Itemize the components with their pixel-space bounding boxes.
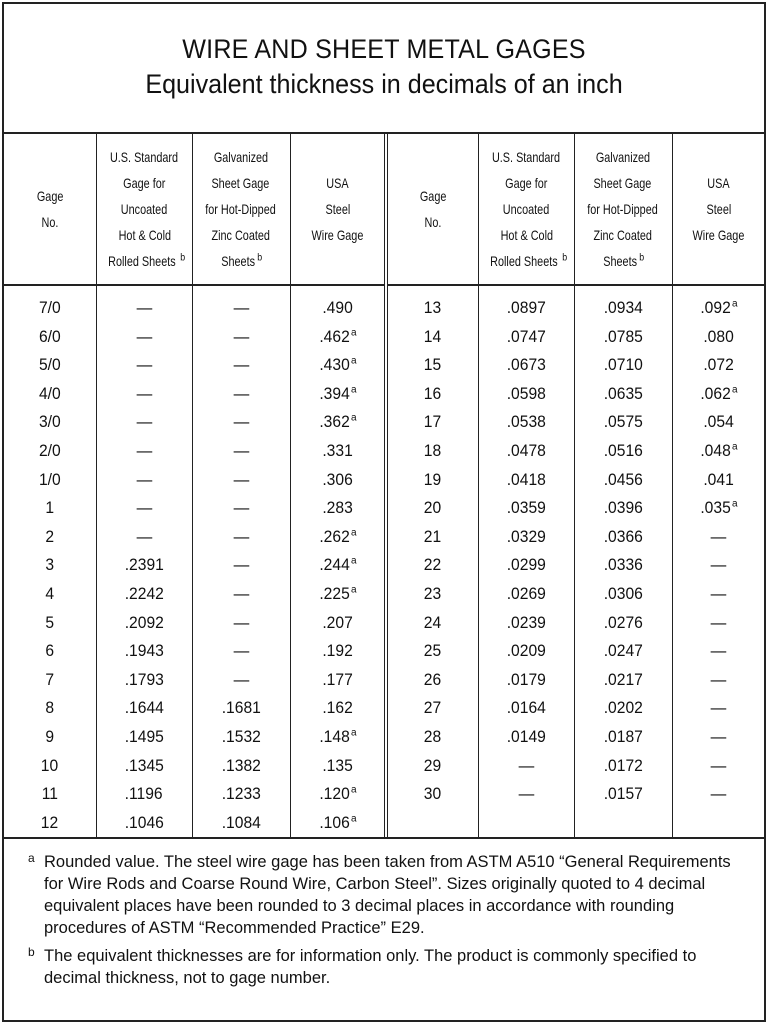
footnote-mark: a [732, 498, 738, 510]
gage-table [4, 134, 764, 837]
footnote-mark: b [257, 252, 263, 264]
steel-wire-value: .054 [672, 408, 764, 437]
galvanized-value [574, 809, 672, 838]
steel-wire-value: — [672, 551, 764, 580]
table-row [4, 351, 764, 380]
steel-wire-value [672, 809, 764, 838]
gage-number: 19 [386, 466, 478, 495]
galvanized-value: — [192, 580, 290, 609]
gage-number: 20 [386, 494, 478, 523]
galvanized-value: — [192, 437, 290, 466]
steel-wire-value: .106$^a$ [290, 809, 386, 838]
table-row [4, 580, 764, 609]
steel-wire-value: — [672, 694, 764, 723]
us-standard-value: .0239 [478, 609, 574, 638]
table-row [4, 723, 764, 752]
gage-number: 11 [41, 784, 58, 804]
us-standard-value: .0329 [478, 523, 574, 552]
footnote-mark: a [351, 384, 357, 396]
header-gage-no-line: No. [41, 214, 59, 230]
galvanized-value: .0247 [574, 637, 672, 666]
us-standard-value: .0598 [478, 380, 574, 409]
galvanized-value: .0396 [574, 494, 672, 523]
header-gage-no-line: Gage [419, 188, 447, 204]
gage-number: 27 [386, 694, 478, 723]
table-row [4, 637, 764, 666]
gage-number: 22 [386, 551, 478, 580]
footnote-mark: a [351, 784, 357, 796]
footnote-mark: b [561, 252, 567, 264]
page-subtitle: Equivalent thickness in decimals of an inch [145, 69, 623, 99]
us-standard-value: .0209 [478, 637, 574, 666]
galvanized-value: .0710 [574, 351, 672, 380]
header-us-standard-line: Hot & Cold [499, 227, 553, 243]
us-standard-value [478, 809, 574, 838]
table-row [4, 523, 764, 552]
galvanized-value: — [192, 351, 290, 380]
us-standard-value: .0538 [478, 408, 574, 437]
header-us-standard [478, 134, 574, 285]
galvanized-value: — [192, 380, 290, 409]
galvanized-value: — [192, 551, 290, 580]
us-standard-value: .1793 [96, 666, 192, 695]
steel-wire-value: .490 [290, 285, 386, 323]
header-galvanized-line: Sheets [221, 253, 256, 269]
header-galvanized-line: Zinc Coated [593, 227, 653, 243]
us-standard-value: .2242 [96, 580, 192, 609]
table-row [4, 609, 764, 638]
header-us-standard-line: U.S. Standard [491, 149, 561, 165]
gage-number: 18 [386, 437, 478, 466]
gage-number: 8 [45, 698, 55, 718]
gage-number: 23 [386, 580, 478, 609]
steel-wire-value: .135 [290, 752, 386, 781]
galvanized-value: .0336 [574, 551, 672, 580]
page-title: WIRE AND SHEET METAL GAGES [182, 34, 586, 64]
gage-number: 9 [45, 726, 55, 746]
gage-number: 1 [45, 498, 55, 518]
footnote-mark: a [351, 355, 357, 367]
galvanized-value: .0785 [574, 323, 672, 352]
steel-wire-value: .062$^a$ [672, 380, 764, 409]
galvanized-value: — [192, 609, 290, 638]
table-row [4, 380, 764, 409]
header-galvanized-line: Sheet Gage [594, 175, 652, 191]
steel-wire-value: — [672, 780, 764, 809]
gage-number: 16 [386, 380, 478, 409]
header-galvanized [192, 134, 290, 285]
us-standard-value: .1046 [96, 809, 192, 838]
galvanized-value: .0456 [574, 466, 672, 495]
steel-wire-value: .148$^a$ [290, 723, 386, 752]
table-row [4, 551, 764, 580]
us-standard-value: — [96, 323, 192, 352]
gage-number [386, 809, 478, 838]
header-usa-steel-line: USA [326, 175, 349, 191]
header-us-standard-line: U.S. Standard [109, 149, 179, 165]
footnote-mark: a [351, 813, 357, 825]
header-galvanized [574, 134, 672, 285]
gage-number: 2 [45, 526, 55, 546]
gage-number: 21 [386, 523, 478, 552]
gage-number: 14 [386, 323, 478, 352]
header-us-standard [96, 134, 192, 285]
galvanized-value: .0306 [574, 580, 672, 609]
table-row [4, 466, 764, 495]
galvanized-value: .1382 [192, 752, 290, 781]
steel-wire-value: — [672, 609, 764, 638]
us-standard-value: .0673 [478, 351, 574, 380]
footnote-mark: a [351, 727, 357, 739]
footnote-mark: b [28, 945, 35, 960]
footnote-mark: a [28, 851, 35, 866]
steel-wire-value: .048$^a$ [672, 437, 764, 466]
galvanized-value: — [192, 466, 290, 495]
galvanized-value: .0202 [574, 694, 672, 723]
steel-wire-value: .092$^a$ [672, 285, 764, 323]
header-usa-steel-line: Wire Gage [692, 227, 745, 243]
gage-number: 5/0 [38, 355, 61, 375]
footnote-mark: a [732, 384, 738, 396]
table-row [4, 666, 764, 695]
us-standard-value: — [96, 466, 192, 495]
galvanized-value: — [192, 285, 290, 323]
header-us-standard-line: Gage for [122, 175, 166, 191]
gage-number: 4 [45, 583, 55, 603]
steel-wire-value: — [672, 752, 764, 781]
header-gage-no [4, 134, 96, 285]
footnote-mark: a [351, 555, 357, 567]
steel-wire-value: .262$^a$ [290, 523, 386, 552]
steel-wire-value: .362$^a$ [290, 408, 386, 437]
galvanized-value: .1532 [192, 723, 290, 752]
footnotes [4, 837, 764, 989]
gage-number: 10 [41, 755, 59, 775]
steel-wire-value: — [672, 580, 764, 609]
header-us-standard-line: Rolled Sheets [489, 253, 558, 269]
header-usa-steel-line: Wire Gage [311, 227, 364, 243]
gage-number: 6 [45, 641, 55, 661]
header-usa-steel [672, 134, 764, 285]
header-gage-no [386, 134, 478, 285]
footnote-text: The equivalent thicknesses are for information only. The product is commonly specified to decimal thickness, not to gage number. [44, 947, 697, 988]
gage-number: 6/0 [38, 326, 61, 346]
gage-number: 1/0 [38, 469, 61, 489]
footnote-mark: b [179, 252, 185, 264]
header-galvanized-line: Galvanized [213, 149, 269, 165]
galvanized-value: .0217 [574, 666, 672, 695]
galvanized-value: — [192, 637, 290, 666]
us-standard-value: .0149 [478, 723, 574, 752]
steel-wire-value: — [672, 523, 764, 552]
us-standard-value: .0418 [478, 466, 574, 495]
gage-number: 5 [45, 612, 55, 632]
us-standard-value: .0164 [478, 694, 574, 723]
galvanized-value: .0635 [574, 380, 672, 409]
gage-number: 3 [45, 555, 55, 575]
steel-wire-value: .192 [290, 637, 386, 666]
gage-number: 7/0 [38, 298, 61, 317]
table-row [4, 780, 764, 809]
footnote-mark: b [639, 252, 645, 264]
steel-wire-value: .120$^a$ [290, 780, 386, 809]
steel-wire-value: .225$^a$ [290, 580, 386, 609]
galvanized-value: .0157 [574, 780, 672, 809]
table-row [4, 494, 764, 523]
steel-wire-value: .162 [290, 694, 386, 723]
gage-number: 15 [386, 351, 478, 380]
header-us-standard-line: Hot & Cold [117, 227, 171, 243]
header-us-standard-line: Uncoated [120, 201, 168, 217]
galvanized-value: .0366 [574, 523, 672, 552]
table-row [4, 694, 764, 723]
gage-number: 29 [386, 752, 478, 781]
header-galvanized-line: Sheets [603, 253, 638, 269]
steel-wire-value: .394$^a$ [290, 380, 386, 409]
header-galvanized-line: for Hot-Dipped [587, 201, 659, 217]
gage-number: 26 [386, 666, 478, 695]
us-standard-value: .0299 [478, 551, 574, 580]
gage-number: 30 [386, 780, 478, 809]
us-standard-value: — [478, 752, 574, 781]
galvanized-value: — [192, 323, 290, 352]
us-standard-value: — [96, 351, 192, 380]
header-gage-no-line: No. [424, 214, 442, 230]
steel-wire-value: .035$^a$ [672, 494, 764, 523]
gage-number: 4/0 [38, 383, 61, 403]
us-standard-value: .1345 [96, 752, 192, 781]
footnote-mark: a [351, 584, 357, 596]
galvanized-value: .0276 [574, 609, 672, 638]
us-standard-value: .0478 [478, 437, 574, 466]
table-body [4, 285, 764, 837]
footnote-mark: a [351, 527, 357, 539]
steel-wire-value: .331 [290, 437, 386, 466]
header-gage-no-line: Gage [36, 188, 64, 204]
header-usa-steel-line: USA [707, 175, 730, 191]
us-standard-value: .2092 [96, 609, 192, 638]
galvanized-value: .1084 [192, 809, 290, 838]
gage-number: 12 [41, 812, 59, 832]
us-standard-value: .1943 [96, 637, 192, 666]
steel-wire-value: — [672, 637, 764, 666]
gage-number: 3/0 [38, 412, 61, 432]
steel-wire-value: .207 [290, 609, 386, 638]
steel-wire-value: .041 [672, 466, 764, 495]
steel-wire-value: — [672, 666, 764, 695]
us-standard-value: .1495 [96, 723, 192, 752]
table-row [4, 437, 764, 466]
steel-wire-value: .462$^a$ [290, 323, 386, 352]
gage-number: 17 [386, 408, 478, 437]
galvanized-value: — [192, 408, 290, 437]
header-galvanized-line: Galvanized [595, 149, 651, 165]
table-header-row [4, 134, 764, 285]
steel-wire-value: .430$^a$ [290, 351, 386, 380]
us-standard-value: — [96, 285, 192, 323]
footnote [28, 945, 740, 989]
steel-wire-value: .306 [290, 466, 386, 495]
table-row [4, 809, 764, 838]
header-us-standard-line: Uncoated [502, 201, 550, 217]
footnote-mark: a [351, 326, 357, 338]
steel-wire-value: .177 [290, 666, 386, 695]
steel-wire-value: — [672, 723, 764, 752]
us-standard-value: .0359 [478, 494, 574, 523]
us-standard-value: .1644 [96, 694, 192, 723]
table-row [4, 285, 764, 323]
gage-number: 25 [386, 637, 478, 666]
header-usa-steel-line: Steel [705, 201, 731, 217]
gage-sheet [2, 2, 766, 1022]
header-usa-steel-line: Steel [324, 201, 350, 217]
footnote-mark: a [732, 441, 738, 453]
header-usa-steel [290, 134, 386, 285]
us-standard-value: — [96, 408, 192, 437]
galvanized-value: .0187 [574, 723, 672, 752]
us-standard-value: — [96, 437, 192, 466]
us-standard-value: .0747 [478, 323, 574, 352]
galvanized-value: .0516 [574, 437, 672, 466]
galvanized-value: .0575 [574, 408, 672, 437]
title-block [4, 4, 764, 134]
us-standard-value: — [96, 494, 192, 523]
table-row [4, 752, 764, 781]
us-standard-value: .1196 [96, 780, 192, 809]
table-row [4, 323, 764, 352]
header-galvanized-line: Sheet Gage [212, 175, 270, 191]
header-us-standard-line: Gage for [504, 175, 548, 191]
footnote-mark: a [732, 298, 738, 310]
gage-number: 2/0 [38, 440, 61, 460]
steel-wire-value: .072 [672, 351, 764, 380]
steel-wire-value: .244$^a$ [290, 551, 386, 580]
galvanized-value: .1681 [192, 694, 290, 723]
footnote [28, 851, 740, 939]
gage-number: 13 [386, 285, 478, 323]
us-standard-value: — [96, 523, 192, 552]
table-row [4, 408, 764, 437]
us-standard-value: — [96, 380, 192, 409]
us-standard-value: .0269 [478, 580, 574, 609]
us-standard-value: .0897 [478, 285, 574, 323]
gage-number: 7 [45, 669, 55, 689]
header-galvanized-line: for Hot-Dipped [205, 201, 277, 217]
header-galvanized-line: Zinc Coated [211, 227, 271, 243]
us-standard-value: .0179 [478, 666, 574, 695]
galvanized-value: .1233 [192, 780, 290, 809]
galvanized-value: — [192, 523, 290, 552]
gage-number: 28 [386, 723, 478, 752]
galvanized-value: .0934 [574, 285, 672, 323]
footnote-text: Rounded value. The steel wire gage has been taken from ASTM A510 “General Requirements for Wire Rods and Coarse Round Wire, Carbon Steel”. Sizes originally quoted to 4 decimal equivalent places have been rounded to 3 decimal places in accordance with rounding procedures of ASTM “Recommended Practice” E29. [44, 853, 731, 938]
steel-wire-value: .283 [290, 494, 386, 523]
footnote-mark: a [351, 412, 357, 424]
us-standard-value: .2391 [96, 551, 192, 580]
header-us-standard-line: Rolled Sheets [107, 253, 176, 269]
galvanized-value: .0172 [574, 752, 672, 781]
gage-number: 24 [386, 609, 478, 638]
galvanized-value: — [192, 494, 290, 523]
galvanized-value: — [192, 666, 290, 695]
us-standard-value: — [478, 780, 574, 809]
steel-wire-value: .080 [672, 323, 764, 352]
